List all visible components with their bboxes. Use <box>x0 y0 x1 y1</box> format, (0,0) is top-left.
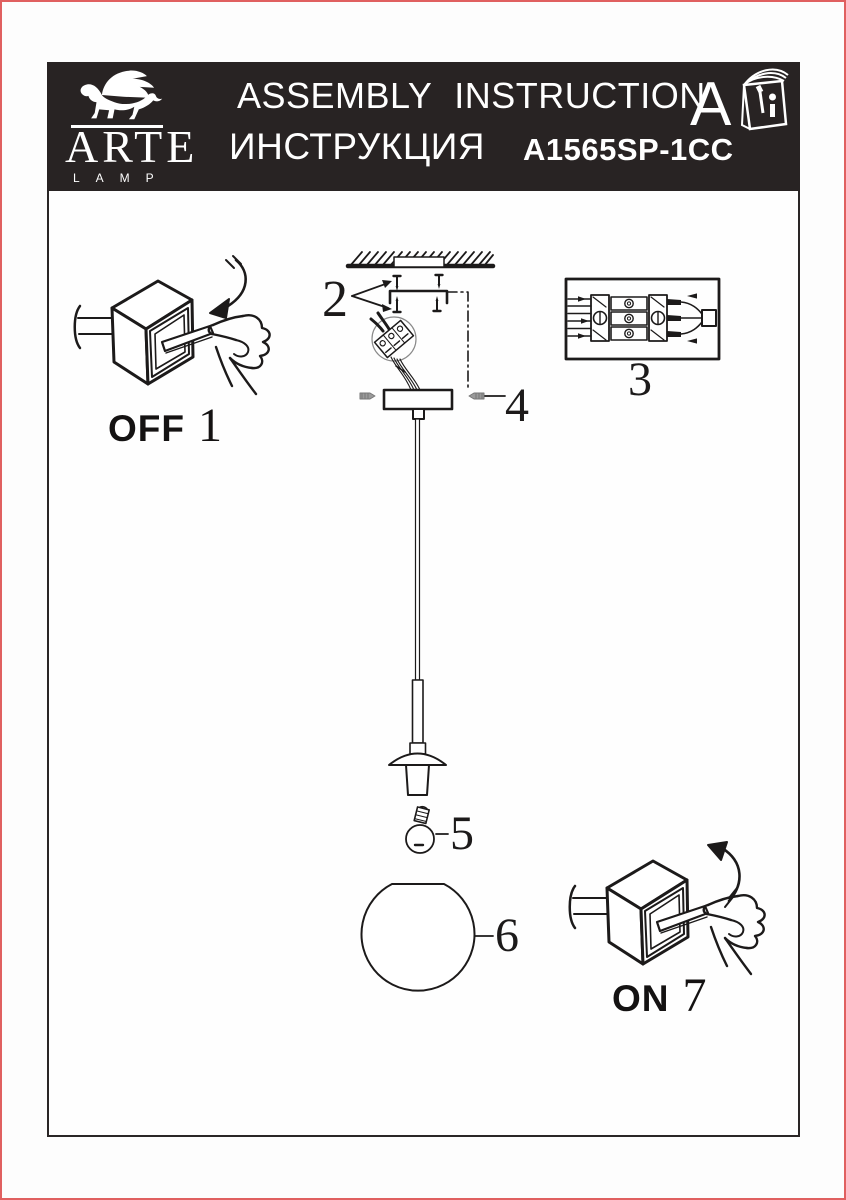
step-7-on-label <box>612 969 707 1022</box>
ceiling-diagram <box>348 252 493 267</box>
wiring-detail-circle <box>371 313 416 361</box>
suspension-cord <box>416 419 420 680</box>
step-7-number: 7 <box>682 969 707 1022</box>
section-letter: A <box>690 70 732 139</box>
step-4-number: 4 <box>505 379 529 432</box>
off-switch-diagram <box>75 256 270 394</box>
title-russian: ИНСТРУКЦИЯ <box>229 126 486 167</box>
off-text: OFF <box>108 408 185 449</box>
canopy-screw-right <box>469 393 484 399</box>
model-number: A1565SP-1CC <box>523 132 734 167</box>
step-1-number: 1 <box>197 399 222 452</box>
step-5-number: 5 <box>450 807 474 860</box>
canopy-screw-left <box>360 393 375 399</box>
bulb-diagram <box>406 805 448 853</box>
pendant-stem-diagram <box>389 680 446 795</box>
globe-shade-diagram <box>361 884 493 991</box>
lamp-socket <box>406 765 429 795</box>
title-english: ASSEMBLY INSTRUCTION <box>237 75 706 116</box>
step-1-off-label <box>108 399 222 452</box>
on-text: ON <box>612 978 670 1019</box>
step-3-number: 3 <box>628 353 652 406</box>
brand-name: ARTE <box>65 121 199 172</box>
brand-subtitle: LAMP <box>73 171 170 185</box>
step-6-number: 6 <box>495 909 519 962</box>
step-2-number: 2 <box>322 271 348 328</box>
terminal-block-diagram <box>566 279 719 359</box>
wire-bundle <box>391 357 420 390</box>
on-switch-diagram <box>570 842 765 974</box>
saucer-shade <box>389 754 446 766</box>
mounting-bracket-diagram <box>352 275 447 312</box>
